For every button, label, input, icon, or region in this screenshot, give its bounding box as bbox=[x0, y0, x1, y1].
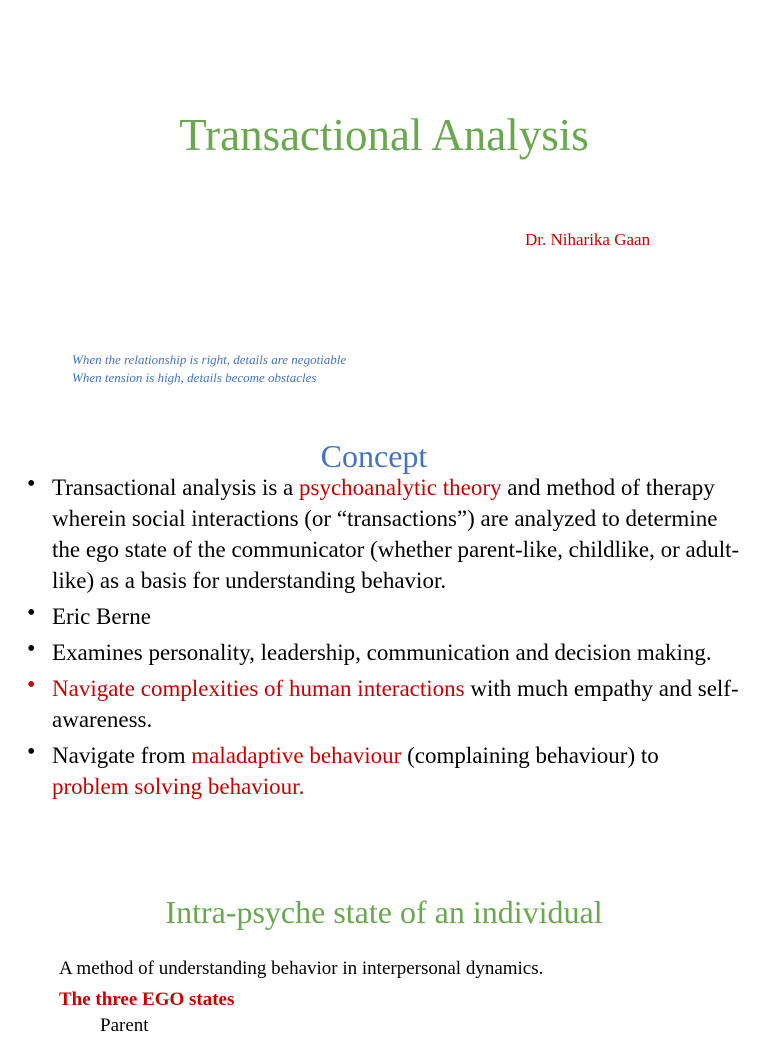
slide-title-concept: Concept bbox=[320, 438, 428, 474]
ego-states-heading: The three EGO states bbox=[59, 989, 235, 1010]
list-item: • Navigate from maladaptive behaviour (complaining behaviour) to problem solving behaviour. bbox=[27, 739, 659, 799]
bullet-icon: • bbox=[27, 600, 36, 626]
list-item: • Navigate complexities of human interactions with much empathy and self-awareness. bbox=[27, 672, 739, 732]
bullet-icon: • bbox=[27, 739, 36, 765]
bullet-icon: • bbox=[27, 471, 36, 497]
list-item: • Examines personality, leadership, communication and decision making. bbox=[27, 636, 712, 665]
highlight-text: maladaptive behaviour bbox=[191, 743, 402, 768]
quote-block bbox=[72, 351, 346, 387]
slide-description: A method of understanding behavior in interpersonal dynamics. bbox=[59, 958, 544, 979]
highlight-text: psychoanalytic theory bbox=[299, 475, 502, 500]
quote-line-2: When tension is high, details become obstacles bbox=[72, 370, 317, 385]
concept-bullet-list bbox=[0, 472, 768, 807]
slide-title-intra-psyche: Intra-psyche state of an individual bbox=[165, 894, 603, 930]
author-name: Dr. Niharika Gaan bbox=[525, 230, 651, 249]
quote-line-1: When the relationship is right, details are negotiable bbox=[72, 352, 347, 367]
ego-state-item-parent: Parent bbox=[100, 1015, 149, 1036]
slide-title-transactional-analysis: Transactional Analysis bbox=[179, 110, 589, 160]
bullet-icon: • bbox=[27, 636, 36, 662]
highlight-text: problem solving behaviour. bbox=[52, 774, 305, 799]
highlight-text: Navigate complexities of human interactions bbox=[52, 676, 465, 701]
list-item: • Transactional analysis is a psychoanalytic theory and method of therapy wherein social interactions (or “transactions”) are analyzed to determine the ego state of the communicator (whether parent-like, childlike, or adult-like) as a basis for understanding behavior. bbox=[27, 471, 740, 593]
list-item: • Eric Berne bbox=[27, 600, 151, 629]
bullet-icon: • bbox=[27, 672, 36, 698]
